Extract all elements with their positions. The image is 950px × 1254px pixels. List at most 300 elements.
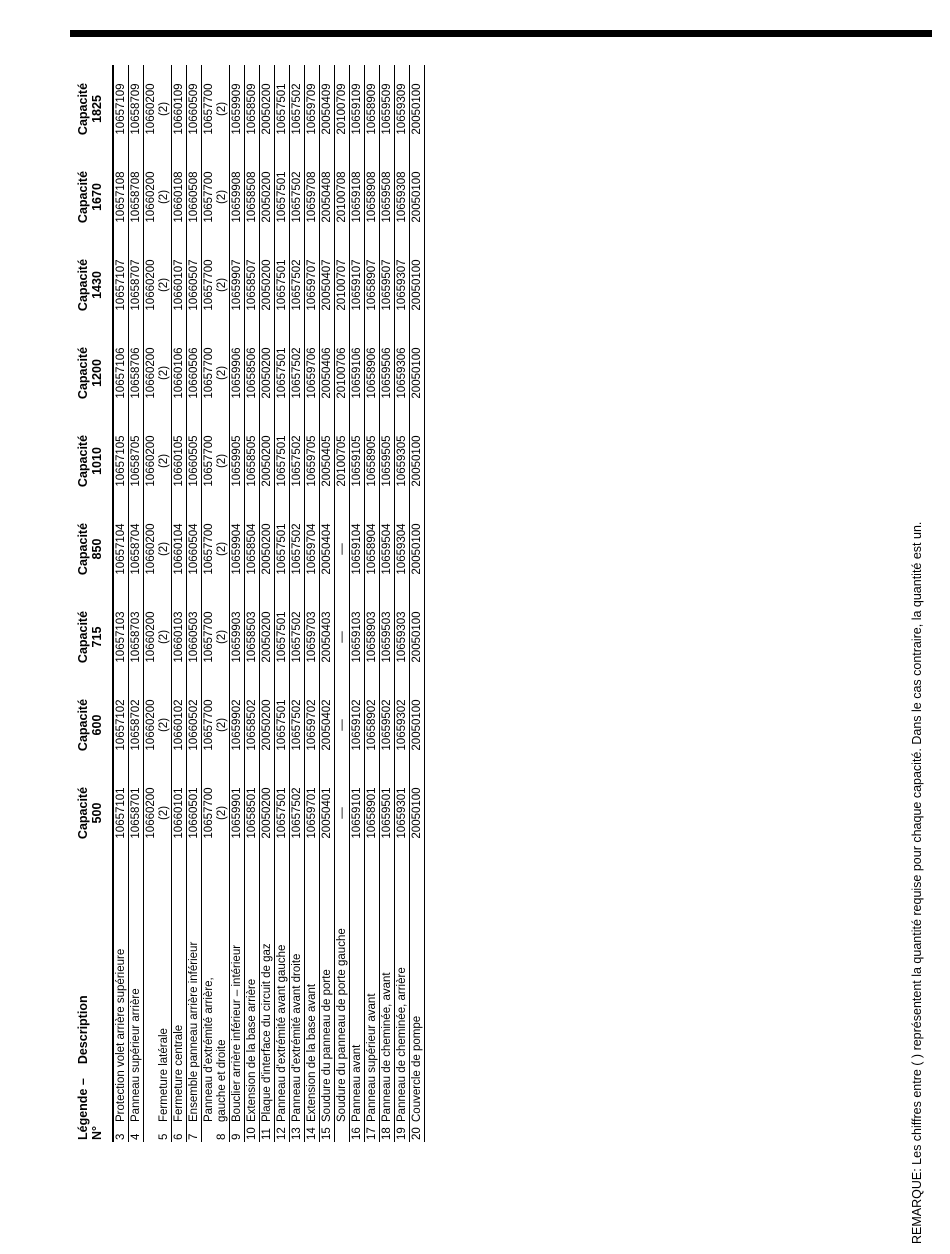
part-number: 10659908 [231, 171, 243, 223]
part-number: 10657501 [276, 699, 288, 751]
part-number: 20050402 [321, 699, 333, 751]
row-description-cell [365, 857, 380, 1122]
row-number: 20 [410, 1122, 425, 1142]
part-number-cell [320, 65, 335, 153]
row-description-cell [144, 857, 172, 1122]
part-number-cell [395, 505, 410, 593]
part-number: 10659304 [396, 523, 408, 575]
part-number-cell [335, 593, 350, 681]
part-number-cell [260, 681, 275, 769]
part-number-cell [245, 241, 260, 329]
part-number-cell [335, 505, 350, 593]
part-number-cell [335, 417, 350, 505]
quantity: (2) [158, 717, 170, 733]
part-number: 10659507 [381, 259, 393, 311]
part-number: 10659107 [351, 259, 363, 311]
part-number-cell [275, 241, 290, 329]
part-number-cell [202, 241, 230, 329]
part-number-cell [230, 417, 245, 505]
part-number: 20050200 [261, 347, 273, 399]
part-number-cell [260, 505, 275, 593]
header-capacity-850 [70, 505, 113, 593]
part-number-cell [410, 681, 425, 769]
part-number: 10658907 [366, 259, 378, 311]
part-number: 10658905 [366, 435, 378, 487]
header-capacity-word: Capacité [76, 610, 90, 664]
table-body [113, 65, 425, 1142]
part-number: 10657107 [115, 259, 127, 311]
part-number: 10659309 [396, 83, 408, 135]
part-number-cell [380, 417, 395, 505]
header-legend: Légende – [76, 1078, 90, 1140]
part-number: 10658906 [366, 347, 378, 399]
table-row [202, 65, 230, 1142]
part-number-cell [290, 241, 305, 329]
part-number-cell [380, 505, 395, 593]
row-description: Panneau avant [351, 1044, 363, 1122]
part-number: 10659503 [381, 611, 393, 663]
part-number-cell [144, 681, 172, 769]
part-number-cell [275, 681, 290, 769]
part-number-cell [290, 593, 305, 681]
part-number: 10659701 [306, 787, 318, 839]
part-number-cell [129, 681, 144, 769]
row-description-cell [202, 857, 230, 1122]
part-number-cell [335, 329, 350, 417]
part-number-cell [365, 329, 380, 417]
part-number: 20050100 [411, 347, 423, 399]
part-number-cell [260, 417, 275, 505]
part-number: 10657700 [203, 83, 215, 135]
part-number-cell [365, 505, 380, 593]
header-legend-description [70, 857, 113, 1142]
part-number-cell [350, 593, 365, 681]
part-number: 10659909 [231, 83, 243, 135]
part-number: 10659703 [306, 611, 318, 663]
part-number: 20050100 [411, 699, 423, 751]
part-number: 10658503 [246, 611, 258, 663]
part-number: 10657501 [276, 611, 288, 663]
part-number: 10659303 [396, 611, 408, 663]
part-number: 10659704 [306, 523, 318, 575]
row-description: Soudure du panneau de porte gauche [336, 928, 348, 1122]
table-row [275, 65, 290, 1142]
row-number: 11 [260, 1122, 275, 1142]
part-number-cell [245, 593, 260, 681]
part-number: 10658706 [130, 347, 142, 399]
part-number-cell [395, 65, 410, 153]
part-number: 10658903 [366, 611, 378, 663]
part-number: 10659108 [351, 171, 363, 223]
part-number: 20100705 [336, 435, 348, 487]
part-number: 10659904 [231, 523, 243, 575]
part-number-cell [275, 329, 290, 417]
part-number: 10660507 [188, 259, 200, 311]
part-number-cell [113, 241, 129, 329]
row-number: 7 [187, 1122, 202, 1142]
part-number-cell [202, 65, 230, 153]
table-row [305, 65, 320, 1142]
part-number-cell [245, 505, 260, 593]
part-number-cell [129, 329, 144, 417]
part-number-cell [275, 65, 290, 153]
part-number: 10657502 [291, 523, 303, 575]
part-number-cell [113, 329, 129, 417]
part-number-cell [275, 153, 290, 241]
part-number-cell [335, 681, 350, 769]
part-number-cell [320, 417, 335, 505]
part-number-cell [380, 241, 395, 329]
part-number-cell [350, 65, 365, 153]
part-number-cell [245, 681, 260, 769]
part-number-cell [113, 593, 129, 681]
part-number-cell [395, 153, 410, 241]
part-number-cell [275, 593, 290, 681]
part-number: 10657502 [291, 611, 303, 663]
row-number: 9 [230, 1122, 245, 1142]
part-number-cell [410, 329, 425, 417]
part-number: 10660502 [188, 699, 200, 751]
part-number-cell [320, 681, 335, 769]
part-number: — [336, 807, 348, 819]
part-number-cell [187, 593, 202, 681]
part-number: 20050100 [411, 435, 423, 487]
parts-table [70, 65, 425, 1142]
part-number-cell [113, 65, 129, 153]
row-description: Panneau de cheminée, arrière [396, 967, 408, 1122]
quantity: (2) [158, 365, 170, 381]
part-number: 10658702 [130, 699, 142, 751]
part-number: 10659502 [381, 699, 393, 751]
header-capacity-1200 [70, 329, 113, 417]
row-number: 17 [365, 1122, 380, 1142]
part-number: 10658506 [246, 347, 258, 399]
table-row [260, 65, 275, 1142]
header-capacity-value: 715 [90, 626, 104, 648]
part-number: 10657502 [291, 347, 303, 399]
header-description: Description [76, 995, 90, 1065]
header-capacity-1010 [70, 417, 113, 505]
part-number: 10657108 [115, 171, 127, 223]
part-number-cell [395, 681, 410, 769]
part-number: 10658705 [130, 435, 142, 487]
part-number: 10658502 [246, 699, 258, 751]
part-number: 10658709 [130, 83, 142, 135]
part-number: 10660200 [145, 259, 157, 311]
table-row [230, 65, 245, 1142]
row-number: 13 [290, 1122, 305, 1142]
part-number: 10657501 [276, 347, 288, 399]
part-number: 10657101 [115, 787, 127, 839]
part-number: 20050409 [321, 83, 333, 135]
part-number: 10659707 [306, 259, 318, 311]
part-number-cell [365, 65, 380, 153]
row-number: 6 [172, 1122, 187, 1142]
row-number: 14 [305, 1122, 320, 1142]
header-capacity-word: Capacité [76, 786, 90, 840]
part-number-cell [187, 769, 202, 857]
part-number-cell [230, 769, 245, 857]
part-number-cell [395, 769, 410, 857]
part-number-cell [187, 329, 202, 417]
part-number: 10657502 [291, 171, 303, 223]
part-number: 10658501 [246, 787, 258, 839]
row-number [335, 1122, 350, 1142]
part-number: 10659307 [396, 259, 408, 311]
header-capacity-value: 850 [90, 538, 104, 560]
part-number-cell [365, 681, 380, 769]
part-number: 10658507 [246, 259, 258, 311]
part-number: 10657109 [115, 83, 127, 135]
header-capacity-word: Capacité [76, 170, 90, 224]
part-number-cell [172, 153, 187, 241]
part-number: 10660504 [188, 523, 200, 575]
part-number-cell [230, 65, 245, 153]
quantity: (2) [158, 541, 170, 557]
part-number-cell [230, 505, 245, 593]
header-capacity-value: 500 [90, 802, 104, 824]
table-row [410, 65, 425, 1142]
part-number: 10659907 [231, 259, 243, 311]
header-capacity-value: 1010 [90, 447, 104, 475]
part-number: 10657700 [203, 259, 215, 311]
row-description: Couvercle de pompe [411, 1015, 423, 1122]
part-number: 20050401 [321, 787, 333, 839]
part-number: 10659709 [306, 83, 318, 135]
part-number-cell [129, 593, 144, 681]
part-number: 10657700 [203, 347, 215, 399]
part-number-cell [350, 505, 365, 593]
row-description: Ensemble panneau arrière inférieur [188, 941, 200, 1122]
part-number-cell [113, 417, 129, 505]
header-capacity-500 [70, 769, 113, 857]
part-number: 20050200 [261, 699, 273, 751]
part-number-cell [320, 241, 335, 329]
row-description: Panneau d'extrémité avant droite [291, 953, 303, 1122]
part-number-cell [172, 329, 187, 417]
part-number: 10660107 [173, 259, 185, 311]
part-number-cell [275, 769, 290, 857]
part-number: 20050200 [261, 435, 273, 487]
part-number-cell [335, 241, 350, 329]
row-number: 5 [144, 1122, 172, 1142]
row-description-cell [230, 857, 245, 1122]
header-capacity-1430 [70, 241, 113, 329]
part-number: — [336, 719, 348, 731]
header-capacity-word: Capacité [76, 82, 90, 136]
part-number: 10657501 [276, 787, 288, 839]
part-number: 10660109 [173, 83, 185, 135]
part-number: 10659102 [351, 699, 363, 751]
header-capacity-1670 [70, 153, 113, 241]
part-number: 20050200 [261, 259, 273, 311]
part-number: 10660503 [188, 611, 200, 663]
part-number-cell [129, 769, 144, 857]
part-number-cell [410, 505, 425, 593]
part-number: 10657700 [203, 171, 215, 223]
table-row [335, 65, 350, 1142]
row-description-cell [350, 857, 365, 1122]
part-number: 20100707 [336, 259, 348, 311]
row-number: 8 [202, 1122, 230, 1142]
part-number: 10658504 [246, 523, 258, 575]
part-number: 10658904 [366, 523, 378, 575]
part-number: 10658708 [130, 171, 142, 223]
part-number-cell [172, 681, 187, 769]
part-number-cell [144, 505, 172, 593]
quantity: (2) [158, 453, 170, 469]
header-capacity-word: Capacité [76, 698, 90, 752]
part-number: 10659706 [306, 347, 318, 399]
part-number-cell [202, 593, 230, 681]
row-description: Fermeture centrale [173, 1024, 185, 1122]
row-description-cell [245, 857, 260, 1122]
row-description-line2: gauche et droite [216, 1039, 228, 1122]
table-row [144, 65, 172, 1142]
part-number: 20050200 [261, 611, 273, 663]
part-number: 10659901 [231, 787, 243, 839]
part-number-cell [113, 505, 129, 593]
quantity: (2) [216, 365, 228, 381]
part-number: 20050100 [411, 787, 423, 839]
part-number-cell [410, 769, 425, 857]
part-number-cell [144, 593, 172, 681]
table-header-row [70, 65, 113, 1142]
part-number: 10660108 [173, 171, 185, 223]
part-number-cell [245, 329, 260, 417]
part-number-cell [380, 681, 395, 769]
part-number: 20050407 [321, 259, 333, 311]
part-number: 10659902 [231, 699, 243, 751]
part-number: 10659702 [306, 699, 318, 751]
part-number-cell [113, 769, 129, 857]
part-number-cell [245, 153, 260, 241]
part-number-cell [320, 329, 335, 417]
part-number: 10660200 [145, 83, 157, 135]
part-number-cell [410, 153, 425, 241]
part-number-cell [144, 417, 172, 505]
part-number: 10659105 [351, 435, 363, 487]
part-number: 10660200 [145, 435, 157, 487]
part-number: 10657502 [291, 699, 303, 751]
row-description: Fermeture latérale [158, 1028, 170, 1122]
part-number: 10658902 [366, 699, 378, 751]
part-number-cell [335, 153, 350, 241]
part-number: 10657700 [203, 699, 215, 751]
part-number-cell [410, 241, 425, 329]
row-description: Panneau supérieur arrière [130, 988, 142, 1122]
part-number-cell [395, 417, 410, 505]
row-description: Plaque d'interface du circuit de gaz [261, 943, 273, 1122]
part-number-cell [187, 241, 202, 329]
part-number-cell [187, 65, 202, 153]
part-number-cell [350, 681, 365, 769]
part-number: 10660505 [188, 435, 200, 487]
part-number-cell [245, 65, 260, 153]
part-number: 20050408 [321, 171, 333, 223]
part-number-cell [305, 681, 320, 769]
header-capacity-word: Capacité [76, 522, 90, 576]
part-number-cell [260, 769, 275, 857]
part-number: 20050403 [321, 611, 333, 663]
table-row [187, 65, 202, 1142]
row-description-cell [260, 857, 275, 1122]
part-number: 10660509 [188, 83, 200, 135]
part-number: 10660102 [173, 699, 185, 751]
part-number: 10657501 [276, 259, 288, 311]
part-number-cell [290, 153, 305, 241]
part-number-cell [202, 681, 230, 769]
part-number-cell [172, 417, 187, 505]
part-number: 10657102 [115, 699, 127, 751]
quantity: (2) [216, 277, 228, 293]
part-number-cell [395, 329, 410, 417]
part-number-cell [144, 65, 172, 153]
row-description: Panneau de cheminée, avant [381, 972, 393, 1122]
part-number-cell [305, 505, 320, 593]
table-row [290, 65, 305, 1142]
part-number-cell [230, 329, 245, 417]
part-number-cell [290, 329, 305, 417]
part-number: 10658508 [246, 171, 258, 223]
part-number: 10660200 [145, 787, 157, 839]
header-capacity-word: Capacité [76, 346, 90, 400]
part-number: 10659504 [381, 523, 393, 575]
part-number-cell [365, 153, 380, 241]
part-number: 10659903 [231, 611, 243, 663]
part-number-cell [335, 65, 350, 153]
quantity: (2) [216, 101, 228, 117]
part-number-cell [129, 65, 144, 153]
quantity: (2) [216, 717, 228, 733]
part-number: 20050200 [261, 523, 273, 575]
part-number-cell [350, 241, 365, 329]
part-number-cell [172, 769, 187, 857]
quantity: (2) [216, 629, 228, 645]
part-number-cell [290, 681, 305, 769]
part-number: 10659506 [381, 347, 393, 399]
part-number-cell [305, 241, 320, 329]
part-number: 20050100 [411, 523, 423, 575]
table-row [245, 65, 260, 1142]
part-number-cell [245, 417, 260, 505]
part-number-cell [290, 505, 305, 593]
part-number-cell [350, 769, 365, 857]
part-number-cell [129, 153, 144, 241]
part-number-cell [275, 505, 290, 593]
part-number: 10659509 [381, 83, 393, 135]
row-description-cell [129, 857, 144, 1122]
part-number-cell [305, 769, 320, 857]
table-row [350, 65, 365, 1142]
part-number: 20050100 [411, 83, 423, 135]
part-number-cell [335, 769, 350, 857]
part-number: 10657502 [291, 787, 303, 839]
part-number-cell [129, 241, 144, 329]
part-number-cell [144, 241, 172, 329]
part-number-cell [380, 769, 395, 857]
row-description-cell [305, 857, 320, 1122]
part-number: 20050200 [261, 83, 273, 135]
part-number: 10657103 [115, 611, 127, 663]
part-number-cell [187, 505, 202, 593]
part-number: 10660508 [188, 171, 200, 223]
part-number-cell [350, 329, 365, 417]
part-number: 10659505 [381, 435, 393, 487]
quantity: (2) [158, 189, 170, 205]
top-rule [70, 30, 932, 37]
header-capacity-600 [70, 681, 113, 769]
